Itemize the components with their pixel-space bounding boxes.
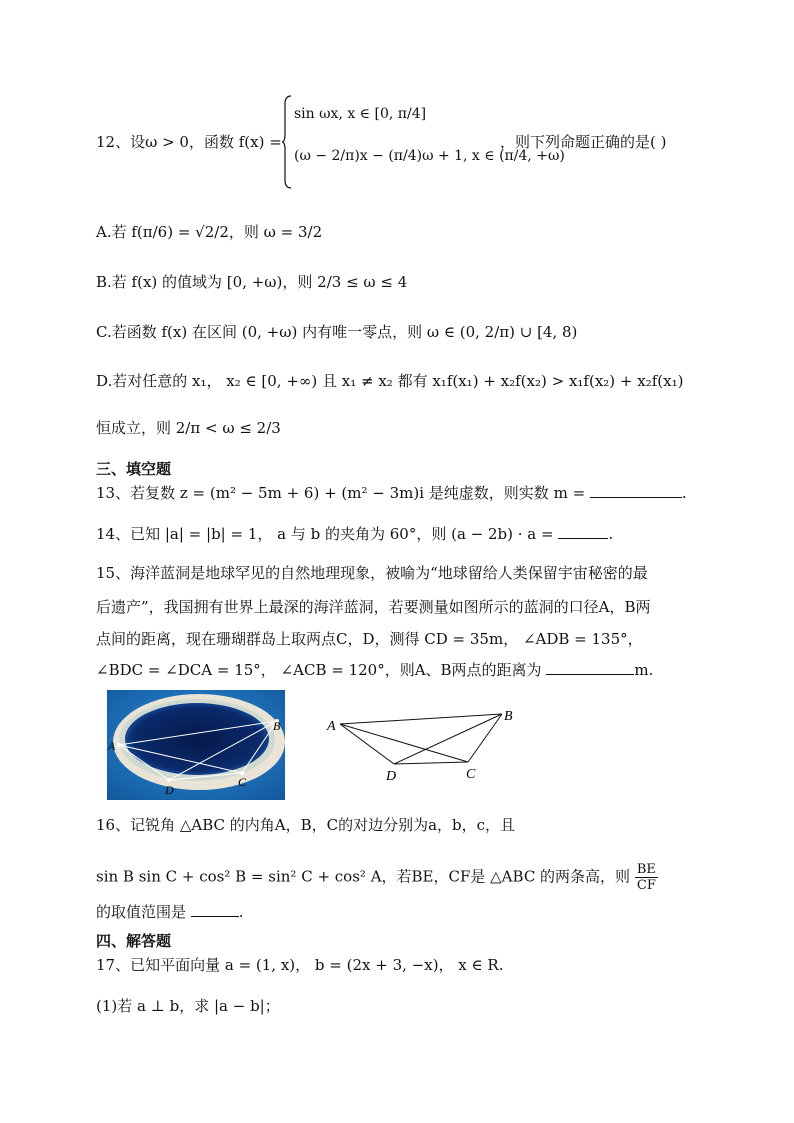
q15-line3: 点间的距离，现在珊瑚群岛上取两点C，D，测得 CD = 35m， ∠ADB = 135°， xyxy=(96,630,643,648)
q14-answer-blank[interactable] xyxy=(558,524,608,539)
case2-interval: (π/4, +ω) xyxy=(499,148,565,164)
diagram-label-d: D xyxy=(386,769,397,784)
q17-line2: (1)若 a ⊥ b，求 |a − b|； xyxy=(96,997,280,1015)
q16-answer-blank[interactable] xyxy=(191,902,239,917)
q13 xyxy=(96,483,687,503)
diagram-label-b: B xyxy=(504,709,513,724)
brace-icon xyxy=(282,94,292,190)
q12-intro: 12、设ω > 0，函数 f(x) = xyxy=(96,133,282,151)
photo-label-b: B xyxy=(273,719,281,733)
q17-line1: 17、已知平面向量 a = (1, x)， b = (2x + 3, −x)， x ∈ R. xyxy=(96,956,504,974)
q16-fraction-numerator: BE xyxy=(636,862,656,877)
diagram-label-c: C xyxy=(466,767,476,782)
q16-line2-text: sin B sin C + cos² B = sin² C + cos² A，若BE，CF是 △ABC 的两条高，则 xyxy=(96,867,631,886)
q16-line1: 16、记锐角 △ABC 的内角A，B，C的对边分别为a，b，c，且 xyxy=(96,816,516,834)
q15-line4 xyxy=(96,660,653,680)
q14-text: 14、已知 |a| = |b| = 1， a 与 b 的夹角为 60°，则 (a − 2b) · a = xyxy=(96,525,554,543)
q15-unit: m. xyxy=(634,661,654,679)
geometry-diagram xyxy=(326,700,526,792)
q12-tail: ，则下列命题正确的是( ) xyxy=(500,133,667,151)
q16-line2 xyxy=(96,862,658,893)
q15-answer-blank[interactable] xyxy=(546,660,634,675)
q15-line2: 后遗产”，我国拥有世界上最深的海洋蓝洞，若要测量如图所示的蓝洞的口径A，B两 xyxy=(96,598,651,616)
q12-option-d-line2: 恒成立，则 2/π < ω ≤ 2/3 xyxy=(96,419,281,437)
photo-label-a: A xyxy=(108,739,116,753)
case2-expr: (ω − 2/π)x − (π/4)ω + 1, x ∈ xyxy=(294,148,495,164)
photo-label-c: C xyxy=(238,775,247,789)
q16-fraction xyxy=(635,862,658,893)
q15-line4-text: ∠BDC = ∠DCA = 15°， ∠ACB = 120°，则A、B两点的距离为 xyxy=(96,661,542,679)
section-heading-solutions: 四、解答题 xyxy=(96,932,172,950)
q13-answer-blank[interactable] xyxy=(590,483,682,498)
q16-fraction-denominator: CF xyxy=(636,878,656,893)
case1-interval: [0, π/4] xyxy=(374,106,427,122)
blue-hole-photo xyxy=(107,690,285,800)
q16-line3 xyxy=(96,902,244,922)
piecewise-case-1 xyxy=(294,106,426,122)
piecewise-function xyxy=(282,94,565,190)
q12-option-b: B.若 f(x) 的值域为 [0, +ω)，则 2/3 ≤ ω ≤ 4 xyxy=(96,273,408,291)
case1-expr: sin ωx, x ∈ xyxy=(294,106,371,122)
q12-option-a: A.若 f(π/6) = √2/2，则 ω = 3/2 xyxy=(96,223,323,241)
q12-option-d-line1: D.若对任意的 x₁， x₂ ∈ [0, +∞) 且 x₁ ≠ x₂ 都有 x₁f(x₁) + x₂f(x₂) > x₁f(x₂) + x₂f(x₁) xyxy=(96,372,684,390)
section-heading-fill-in: 三、填空题 xyxy=(96,460,172,478)
q12-option-c: C.若函数 f(x) 在区间 (0, +ω) 内有唯一零点，则 ω ∈ (0, 2/π) ∪ [4, 8) xyxy=(96,323,578,341)
q14-period: . xyxy=(608,525,614,543)
q13-text: 13、若复数 z = (m² − 5m + 6) + (m² − 3m)i 是纯虚数，则实数 m = xyxy=(96,484,586,502)
q14 xyxy=(96,524,613,544)
q13-period: . xyxy=(681,484,687,502)
q16-line3-text: 的取值范围是 xyxy=(96,903,187,921)
q15-line1: 15、海洋蓝洞是地球罕见的自然地理现象，被喻为“地球留给人类保留宇宙秘密的最 xyxy=(96,564,648,582)
q16-period: . xyxy=(238,903,244,921)
diagram-label-a: A xyxy=(327,719,336,734)
photo-label-d: D xyxy=(165,783,174,797)
